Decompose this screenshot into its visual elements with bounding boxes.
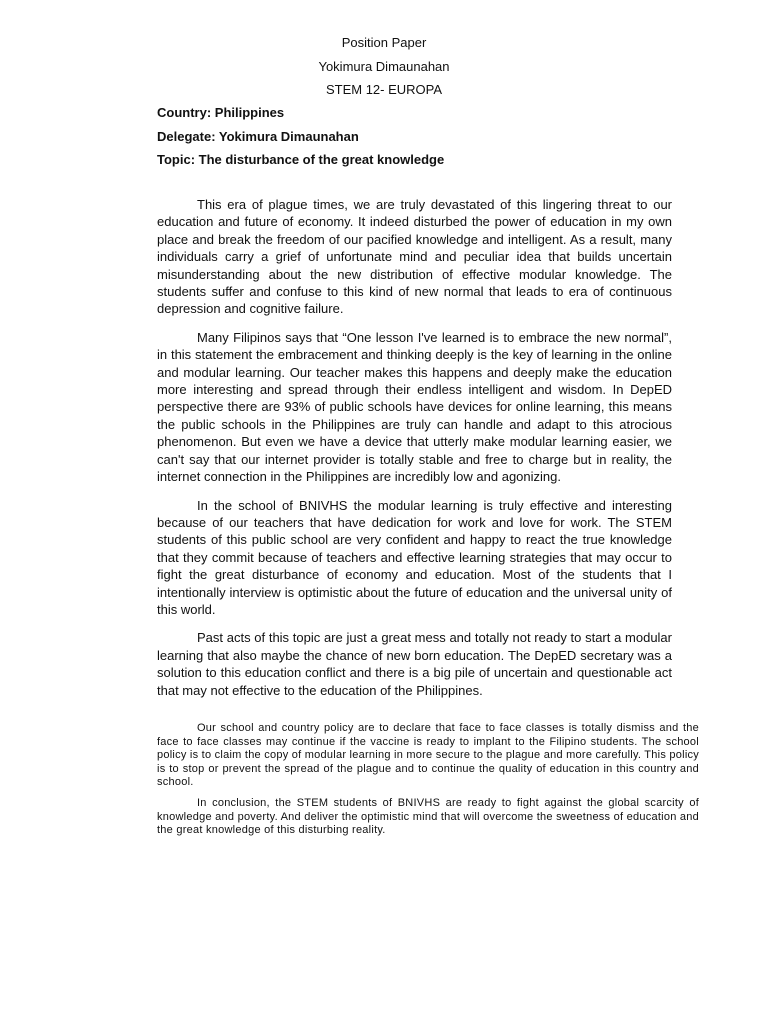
document-title: Position Paper — [341, 35, 427, 50]
class-section: STEM 12- EUROPA — [325, 82, 443, 97]
country-line: Country: Philippines — [157, 105, 285, 120]
body-paragraph: This era of plague times, we are truly devastated of this lingering threat to our education and future of economy. It indeed disturbed the power of education in my own place and break the freedom of our pacified knowledge and intelligent. As a result, many individuals carry a grief of unfortunate mind and peculiar idea that builds uncertain misunderstanding about the new distribution of effective modular knowledge. The students suffer and confuse to this kind of new normal that leads to era of continuous depression and cognitive failure. — [157, 197, 672, 317]
body-paragraph: Past acts of this topic are just a great mess and totally not ready to start a modular learning that also maybe the chance of new born education. The DepED secretary was a solution to this education conflict and there is a big pile of uncertain and questionable act that may not effective to the education of the Philippines. — [157, 630, 672, 698]
author-name: Yokimura Dimaunahan — [318, 58, 450, 74]
policy-paragraph: Our school and country policy are to declare that face to face classes is totally dismiss and the face to face classes may continue if the vaccine is ready to implant to the Filipino students. The school policy is to claim the copy of modular learning in more secure to the plague and more carefully. This policy is to stop or prevent the spread of the plague and to continue the quality of education in this country and school. — [157, 722, 700, 789]
conclusion-paragraph: In conclusion, the STEM students of BNIVHS are ready to fight against the global scarcity of knowledge and poverty. And deliver the optimistic mind that will overcome the sweetness of education and the great knowledge of this disturbing reality. — [157, 796, 699, 837]
document-header — [0, 31, 768, 102]
delegate-line: Delegate: Yokimura Dimaunahan — [157, 128, 359, 144]
body-text — [157, 196, 672, 710]
paper-meta — [157, 101, 717, 172]
topic-line: Topic: The disturbance of the great knowledge — [157, 152, 445, 167]
body-paragraph: In the school of BNIVHS the modular learning is truly effective and interesting because of our teachers that have dedication for work and love for work. The STEM students of this public school are very confident and happy to react the true knowledge that they commit because of teachers and effective learning strategies that may occur to fight the great disturbance of economy and education. Most of the students that I intentionally interview is optimistic about the future of education and the universal unity of this world. — [157, 497, 672, 617]
policy-and-conclusion — [157, 722, 699, 845]
body-paragraph: Many Filipinos says that “One lesson I've learned is to embrace the new normal”, in this statement the embracement and thinking deeply is the key of learning in the online and modular learning. Our teacher makes this happens and deeply make the education more interesting and spread through their endless intelligent and wisdom. In DepED perspective there are 93% of public schools have devices for online learning, this means the public schools in the Philippines are truly can handle and adapt to this atrocious phenomenon. But even we have a device that utterly make modular learning easier, we can't say that our internet provider is totally stable and free to charge but in reality, the internet connection in the Philippines are incredibly low and agonizing. — [157, 329, 672, 485]
